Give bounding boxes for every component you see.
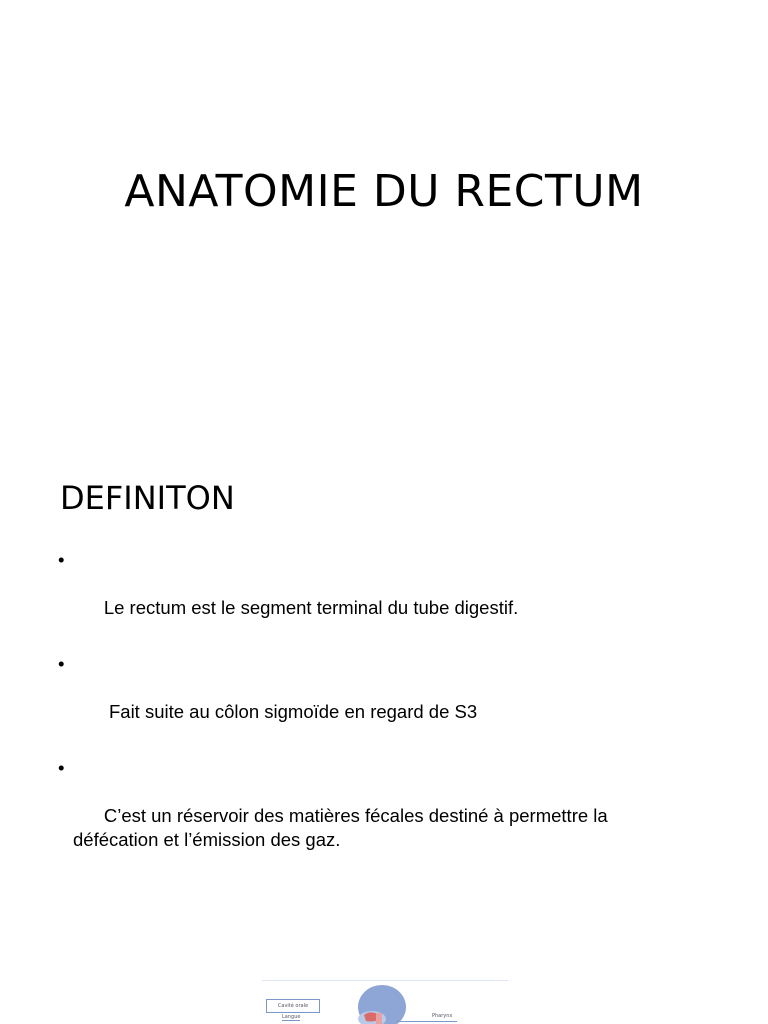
bullet-text: Le rectum est le segment terminal du tube digestif. <box>103 597 519 618</box>
list-item <box>58 652 698 748</box>
bullet-marker: • <box>58 757 65 778</box>
head-profile-icon <box>348 985 408 1024</box>
diagram-label-right: Pharynx <box>432 1013 453 1019</box>
section-heading: DEFINITON <box>60 479 235 517</box>
bullet-list <box>58 548 698 884</box>
diagram-label-box: Cavité orale <box>266 999 320 1013</box>
bullet-text: C’est un réservoir des matières fécales destiné à permettre la défécation et l’émission des gaz. <box>73 805 613 850</box>
diagram-leader-line <box>397 1021 457 1022</box>
title-slide <box>0 0 768 470</box>
definition-slide <box>0 470 768 980</box>
bullet-marker: • <box>58 653 65 674</box>
next-slide-diagram-preview <box>262 980 508 1024</box>
slide-title: ANATOMIE DU RECTUM <box>124 166 644 217</box>
bullet-marker: • <box>58 549 65 570</box>
diagram-label-left: Langue <box>282 1014 301 1020</box>
bullet-text: Fait suite au côlon sigmoïde en regard de S3 <box>103 701 478 722</box>
list-item <box>58 548 698 644</box>
list-item <box>58 756 698 876</box>
